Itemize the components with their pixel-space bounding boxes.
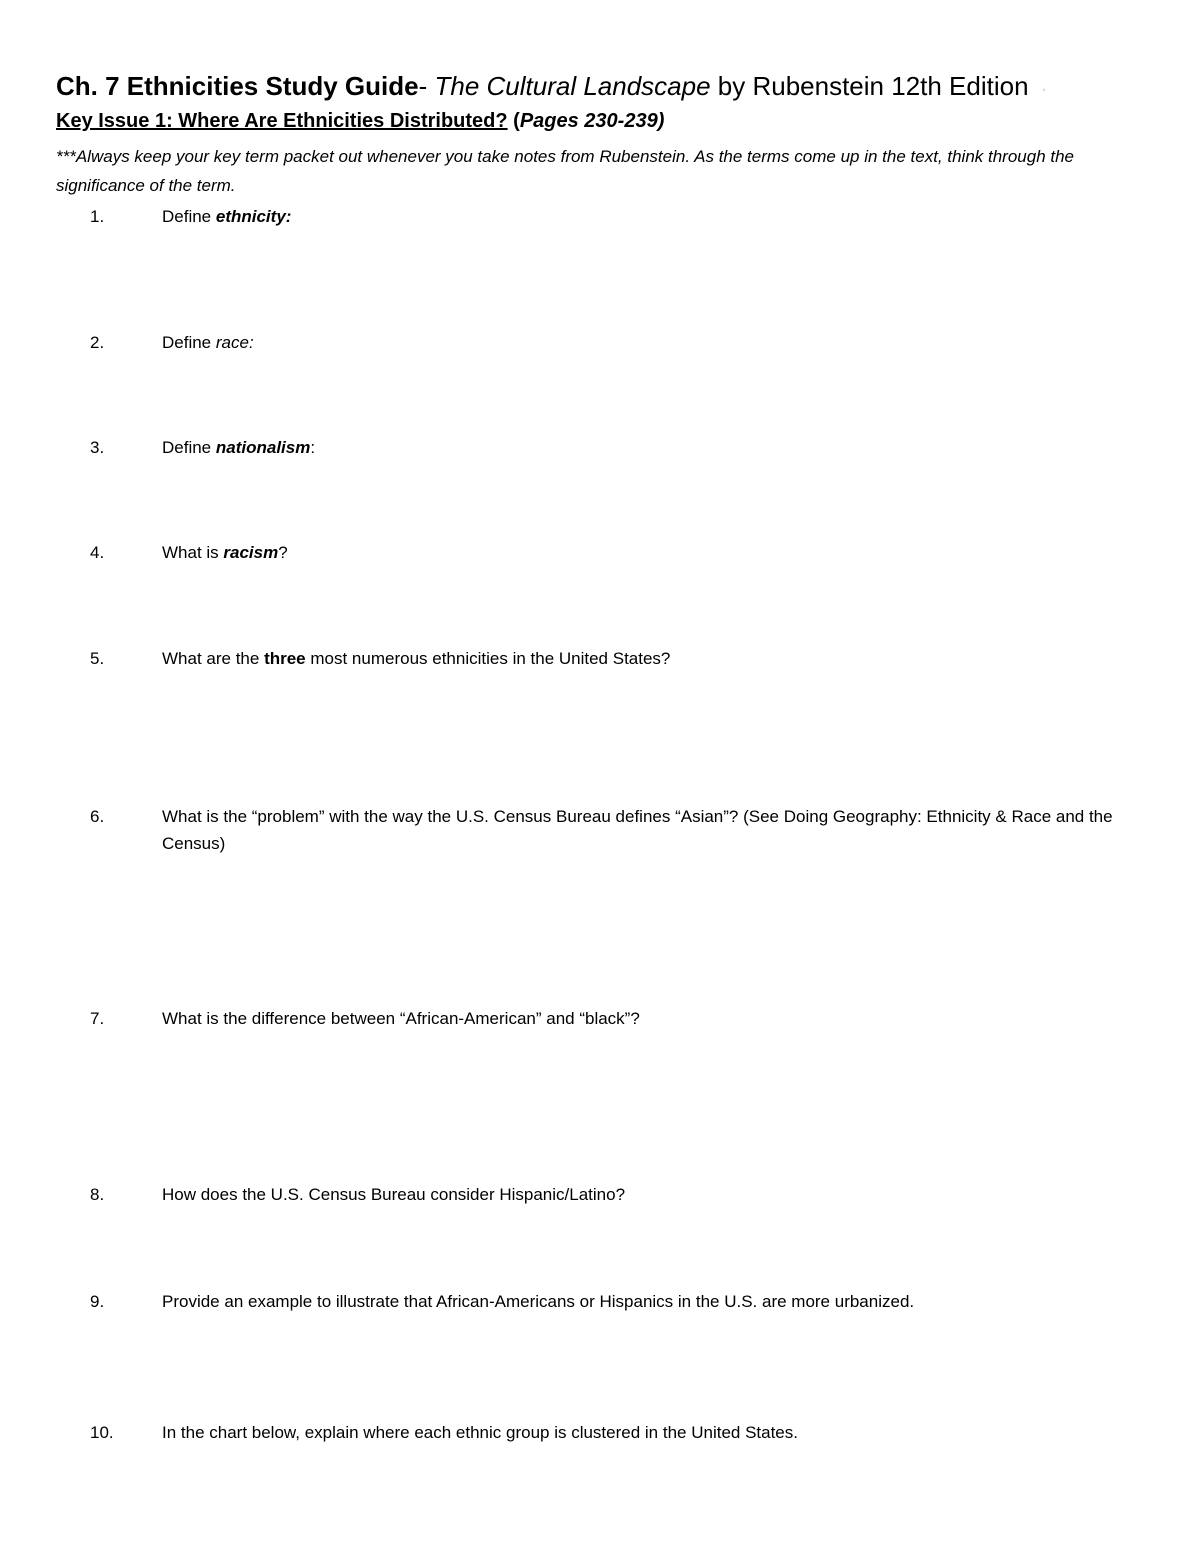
question-text xyxy=(162,645,1152,672)
question-text: How does the U.S. Census Bureau consider Hispanic/Latino? xyxy=(162,1185,626,1204)
question-term: race: xyxy=(215,333,254,352)
instruction-note: ***Always keep your key term packet out whenever you take notes from Rubenstein. As the terms come up in the text, think through the significance of the term. xyxy=(56,147,1075,195)
question-prefix: What is xyxy=(162,543,224,562)
question-suffix: : xyxy=(310,438,316,457)
question-text: Provide an example to illustrate that African-Americans or Hispanics in the U.S. are more urbanized. xyxy=(162,1292,915,1311)
question-number: 9. xyxy=(90,1292,105,1311)
key-issue-open-paren: ( xyxy=(507,110,520,132)
key-issue-heading xyxy=(56,108,664,134)
question-number: 2. xyxy=(90,333,105,352)
title-author-edition: by Rubenstein 12th Edition xyxy=(710,71,1029,101)
question-number: 10. xyxy=(90,1423,114,1442)
question-number: 7. xyxy=(90,1009,105,1028)
question-text: What is the difference between “African-American” and “black”? xyxy=(162,1009,640,1028)
question-text xyxy=(162,329,1152,356)
title-book: The Cultural Landscape xyxy=(434,71,711,101)
question-number: 4. xyxy=(90,543,105,562)
question-prefix: Define xyxy=(162,438,216,457)
document-title xyxy=(56,70,1045,104)
question-term: ethnicity: xyxy=(215,207,292,226)
question-prefix: Define xyxy=(162,333,216,352)
question-prefix: What are the xyxy=(162,649,265,668)
question-term: three xyxy=(264,649,306,668)
question-text xyxy=(162,434,1152,461)
question-number: 8. xyxy=(90,1185,105,1204)
question-number: 3. xyxy=(90,438,105,457)
title-chapter: Ch. 7 Ethnicities Study Guide xyxy=(56,71,419,101)
question-suffix: most numerous ethnicities in the United States? xyxy=(305,649,671,668)
title-dash: - xyxy=(418,71,435,101)
key-issue-label: Key Issue 1: Where Are Ethnicities Distributed? xyxy=(56,110,508,132)
question-number: 5. xyxy=(90,649,105,668)
question-text xyxy=(162,203,1152,230)
question-term: nationalism xyxy=(215,438,311,457)
question-text: What is the “problem” with the way the U.S. Census Bureau defines “Asian”? (See Doing Geography: Ethnicity & Race and the Census) xyxy=(162,807,1113,853)
question-prefix: Define xyxy=(162,207,216,226)
question-text xyxy=(162,539,1152,566)
key-issue-pages: Pages 230-239) xyxy=(519,110,665,132)
question-number: 6. xyxy=(90,807,105,826)
question-text: In the chart below, explain where each ethnic group is clustered in the United States. xyxy=(162,1423,798,1442)
question-number: 1. xyxy=(90,207,105,226)
title-mark: , xyxy=(1042,82,1046,94)
question-suffix: ? xyxy=(278,543,288,562)
question-term: racism xyxy=(223,543,279,562)
